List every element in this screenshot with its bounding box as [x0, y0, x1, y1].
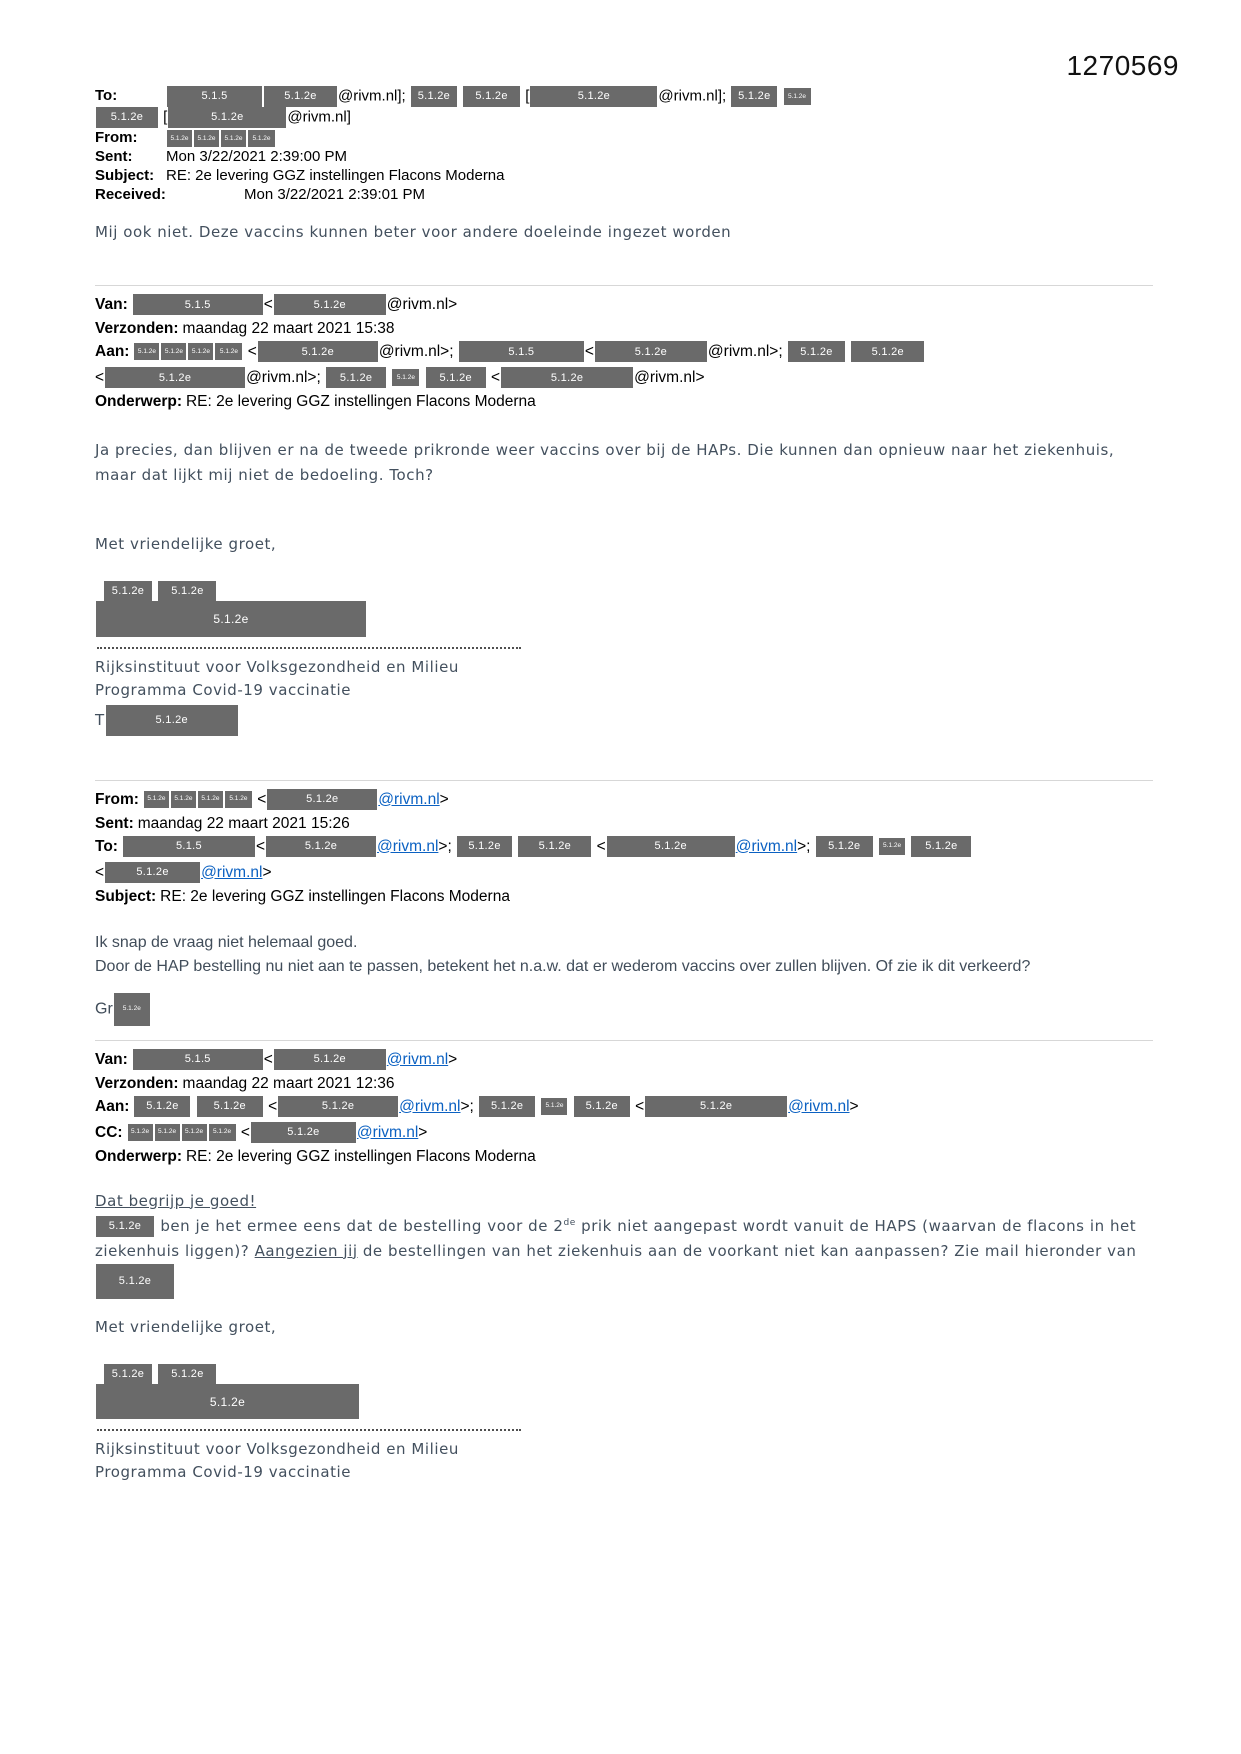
text-run: T [95, 710, 105, 729]
text-run [153, 583, 157, 600]
redaction-box: 5.1.2e [248, 130, 275, 147]
redaction-box: 5.1.2e [267, 789, 377, 810]
text-run: < [584, 343, 594, 360]
redaction-box: 5.1.2e [225, 791, 252, 808]
text-run [191, 1098, 195, 1115]
line [95, 955, 1153, 979]
text-run: RE: 2e levering GGZ instellingen Flacons Moderna [185, 393, 536, 410]
signature-name-row [103, 1364, 1153, 1385]
text-run: < [252, 790, 267, 808]
text-run: Ja precies, dan blijven er na de tweede prikronde weer vaccins over bij de HAPs. Die kunnen dan opnieuw naar het ziekenhuis, maar dat lijkt mij niet de bedoeling. Toch? [95, 441, 1120, 484]
redaction-box: 5.1.2e [530, 86, 657, 107]
text-run: @rivm.nl>; [378, 343, 458, 360]
redaction-box: 5.1.2e [188, 343, 213, 360]
redaction-box: 5.1.2e [104, 581, 152, 602]
redaction-box: 5.1.2e [209, 1124, 236, 1141]
line [95, 86, 1153, 107]
signature-program: Programma Covid-19 vaccinatie [95, 1462, 352, 1481]
email-link[interactable]: @rivm.nl [386, 1050, 449, 1068]
redaction-box: 5.1.5 [133, 1049, 263, 1070]
text-run: @rivm.nl> [386, 296, 458, 313]
text-run: < [255, 837, 266, 855]
field-label: Verzonden: [95, 1074, 179, 1092]
email-link[interactable]: @rivm.nl [788, 1097, 850, 1115]
line [95, 220, 1153, 245]
email-4-header [95, 1047, 1153, 1167]
redaction-box: 5.1.2e [731, 86, 777, 107]
redaction-box: 5.1.2e [167, 130, 192, 147]
signature-name-row [103, 581, 1153, 602]
line [95, 1189, 1153, 1214]
dotted-separator [97, 647, 521, 649]
signature-redaction-row [95, 1384, 1153, 1420]
redaction-box: 5.1.5 [459, 341, 584, 362]
email-thread [95, 86, 1153, 1484]
redaction-box: 5.1.2e [595, 341, 707, 362]
redaction-box: 5.1.2e [106, 705, 238, 736]
text-run: < [263, 1097, 278, 1115]
signature-redaction-row [95, 601, 1153, 637]
line [95, 166, 1153, 185]
line [95, 787, 1153, 813]
text-run: maandag 22 maart 2021 15:38 [182, 320, 395, 337]
field-label: Sent: [95, 814, 134, 832]
field-label: CC: [95, 1123, 123, 1141]
email-3-header [95, 787, 1153, 907]
redaction-box: 5.1.2e [541, 1098, 567, 1115]
email-4-closing: Met vriendelijke groet, [95, 1317, 277, 1336]
redaction-box: 5.1.5 [123, 836, 255, 857]
line [95, 128, 1153, 147]
text-run: < [95, 369, 105, 386]
redaction-box: 5.1.2e [168, 107, 286, 128]
redaction-box: 5.1.2e [96, 107, 158, 128]
line [95, 365, 1153, 391]
text-run: RE: 2e levering GGZ instellingen Flacons Moderna [160, 887, 510, 905]
redaction-box: 5.1.2e [96, 1216, 154, 1237]
text-run: < [263, 1050, 273, 1068]
line [95, 601, 1153, 637]
redaction-box: 5.1.5 [167, 86, 262, 107]
text-run: > [439, 790, 449, 808]
text-run [458, 87, 462, 104]
signature-org: Rijksinstituut voor Volksgezondheid en Milieu [95, 1439, 459, 1458]
redaction-box: 5.1.2e [411, 86, 457, 107]
redaction-box: 5.1.2e [144, 791, 169, 808]
doc-number: 1270569 [1066, 50, 1179, 81]
field-label: Onderwerp: [95, 393, 182, 410]
text-run: Gr [95, 1000, 113, 1018]
superscript-text: de [563, 1217, 576, 1228]
text-run [874, 838, 878, 855]
line [95, 1120, 1153, 1146]
email-link[interactable]: @rivm.nl [399, 1097, 461, 1115]
redaction-box: 5.1.2e [457, 836, 512, 857]
line [95, 339, 1153, 365]
field-label: Van: [95, 296, 128, 313]
line [95, 886, 1153, 907]
text-run [387, 369, 391, 386]
line [95, 391, 1153, 412]
email-4-body [95, 1189, 1153, 1299]
thread-divider [95, 780, 1153, 781]
redaction-box: 5.1.2e [198, 791, 223, 808]
text-run: RE: 2e levering GGZ instellingen Flacons Moderna [185, 1147, 536, 1165]
text-run [906, 838, 910, 855]
field-label: Received: [95, 186, 166, 203]
line [95, 1214, 1153, 1299]
email-2-body [95, 438, 1153, 488]
text-run: < [95, 863, 105, 881]
text-run: @rivm.nl>; [707, 343, 787, 360]
redaction-box: 5.1.5 [133, 294, 263, 315]
text-run: < [243, 343, 257, 360]
redaction-box: 5.1.2e [607, 836, 735, 857]
email-link[interactable]: @rivm.nl [356, 1123, 419, 1141]
redaction-box: 5.1.2e [194, 130, 219, 147]
redaction-box: 5.1.2e [463, 86, 520, 107]
redaction-box: 5.1.2e [96, 601, 366, 637]
redaction-box: 5.1.2e [158, 1364, 216, 1385]
text-run [536, 1098, 540, 1115]
redaction-box: 5.1.2e [274, 294, 386, 315]
redaction-box: 5.1.2e [879, 838, 905, 855]
field-label: Aan: [95, 343, 130, 360]
field-label: To: [95, 837, 118, 855]
signature-block-1 [95, 581, 1153, 736]
text-run: > [418, 1123, 428, 1141]
signature-org: Rijksinstituut voor Volksgezondheid en Milieu [95, 657, 459, 676]
field-label: Subject: [95, 887, 157, 905]
redaction-box: 5.1.2e [105, 862, 200, 883]
email-2-closing: Met vriendelijke groet, [95, 535, 277, 553]
line [95, 834, 1153, 860]
dotted-separator [97, 1429, 521, 1431]
line [95, 860, 1153, 886]
field-label: Sent: [95, 148, 133, 165]
text-run: @rivm.nl]; [658, 87, 731, 105]
text-run: > [262, 863, 272, 881]
redaction-box: 5.1.2e [134, 343, 159, 360]
redaction-box: 5.1.2e [501, 367, 633, 388]
redaction-box: 5.1.2e [158, 581, 216, 602]
redaction-box: 5.1.2e [816, 836, 873, 857]
line [95, 931, 1153, 955]
redaction-box: 5.1.2e [788, 341, 845, 362]
redaction-box: 5.1.2e [911, 836, 971, 857]
email-3-closing [95, 993, 1153, 1026]
field-label: From: [95, 129, 138, 146]
redaction-box: 5.1.2e [128, 1124, 153, 1141]
underlined-text: Aangezien jij [254, 1241, 358, 1260]
text-run: < [592, 837, 606, 855]
redaction-box: 5.1.2e [278, 1096, 398, 1117]
text-run: Mon 3/22/2021 2:39:00 PM [166, 148, 347, 165]
email-link[interactable]: @rivm.nl [735, 837, 798, 855]
redaction-box: 5.1.2e [784, 88, 811, 105]
text-run: >; [460, 1097, 479, 1115]
field-label: Van: [95, 1050, 128, 1068]
redaction-box: 5.1.2e [851, 341, 924, 362]
text-run: Door de HAP bestelling nu niet aan te passen, betekent het n.a.w. dat er wederom vaccins over zullen blijven. Of zie ik dit verkeerd? [95, 957, 1031, 975]
line [103, 581, 1153, 602]
text-run: prik niet aangepast wordt vanuit de HAPS (waarvan de flacons in het ziekenhuis liggen)? [95, 1216, 1142, 1260]
field-label: Verzonden: [95, 320, 179, 337]
thread-divider [95, 1040, 1153, 1041]
signature-phone-row [95, 704, 1153, 736]
email-1-header [95, 86, 1153, 204]
text-run: @rivm.nl]; [338, 87, 410, 105]
line [95, 107, 1153, 128]
text-run: Mon 3/22/2021 2:39:01 PM [244, 186, 425, 203]
redaction-box: 5.1.2e [105, 367, 245, 388]
text-run: Mij ook niet. Deze vaccins kunnen beter voor andere doeleinde ingezet worden [95, 223, 732, 241]
field-label: To: [95, 87, 118, 105]
redaction-box: 5.1.2e [251, 1122, 356, 1143]
email-link[interactable]: @rivm.nl [201, 863, 263, 881]
text-run: < [236, 1123, 250, 1141]
text-run: > [849, 1097, 859, 1115]
email-2-header [95, 292, 1153, 412]
line [103, 1364, 1153, 1385]
redaction-box: 5.1.2e [326, 367, 386, 388]
line [95, 1073, 1153, 1094]
field-label: Subject: [95, 167, 155, 184]
thread-divider [95, 285, 1153, 286]
text-run: ben je het ermee eens dat de bestelling voor de 2 [155, 1216, 564, 1235]
line [95, 813, 1153, 834]
redaction-box: 5.1.2e [479, 1096, 535, 1117]
email-link[interactable]: @rivm.nl [377, 837, 439, 855]
redaction-box: 5.1.2e [426, 367, 486, 388]
email-link[interactable]: @rivm.nl [378, 790, 440, 808]
field-label: Onderwerp: [95, 1147, 182, 1165]
text-run [153, 1366, 157, 1383]
email-1-body [95, 220, 1153, 245]
text-run: < [263, 296, 273, 313]
text-run: > [448, 1050, 458, 1068]
text-run: >; [438, 837, 457, 855]
line [95, 318, 1153, 339]
redaction-box: 5.1.2e [171, 791, 196, 808]
text-run: >; [797, 837, 815, 855]
redaction-box: 5.1.2e [96, 1264, 174, 1299]
redaction-box: 5.1.2e [266, 836, 376, 857]
text-run: [ [521, 87, 530, 105]
line [95, 1146, 1153, 1167]
line [95, 704, 1153, 736]
text-run [778, 87, 782, 104]
text-run: Ik snap de vraag niet helemaal goed. [95, 933, 358, 951]
line [95, 1047, 1153, 1073]
text-run [568, 1098, 572, 1115]
text-run [846, 343, 850, 360]
text-run: maandag 22 maart 2021 12:36 [182, 1074, 395, 1092]
redaction-box: 5.1.2e [182, 1124, 207, 1141]
text-run: @rivm.nl> [634, 369, 705, 386]
redaction-box: 5.1.2e [161, 343, 186, 360]
text-run: RE: 2e levering GGZ instellingen Flacons Moderna [166, 167, 505, 184]
text-run [513, 838, 517, 855]
redaction-box: 5.1.2e [221, 130, 246, 147]
line [95, 147, 1153, 166]
line [95, 1094, 1153, 1120]
redaction-box: 5.1.2e [155, 1124, 180, 1141]
redaction-box: 5.1.2e [274, 1049, 386, 1070]
redaction-box: 5.1.2e [645, 1096, 787, 1117]
redaction-box: 5.1.2e [574, 1096, 630, 1117]
text-run: < [630, 1097, 645, 1115]
text-run [420, 369, 424, 386]
redaction-box: 5.1.2e [134, 1096, 190, 1117]
line [95, 292, 1153, 318]
redaction-box: 5.1.2e [104, 1364, 152, 1385]
text-run: @rivm.nl] [287, 108, 351, 126]
text-run: maandag 22 maart 2021 15:26 [137, 814, 350, 832]
signature-block-2 [95, 1364, 1153, 1484]
signature-program: Programma Covid-19 vaccinatie [95, 680, 352, 699]
text-run: @rivm.nl>; [246, 369, 326, 386]
line [95, 1384, 1153, 1420]
line [95, 438, 1153, 488]
line [95, 185, 1153, 204]
redaction-box: 5.1.2e [96, 1384, 359, 1419]
underlined-text: Dat begrijp je goed! [95, 1191, 257, 1210]
redaction-box: 5.1.2e [114, 993, 150, 1026]
redaction-box: 5.1.2e [264, 86, 337, 107]
redaction-box: 5.1.2e [215, 343, 242, 360]
field-label: Aan: [95, 1097, 130, 1115]
redaction-box: 5.1.2e [518, 836, 591, 857]
text-run: de bestellingen van het ziekenhuis aan de voorkant niet kan aanpassen? Zie mail hieronder van [357, 1241, 1142, 1260]
text-run: < [486, 369, 501, 386]
redaction-box: 5.1.2e [197, 1096, 263, 1117]
redaction-box: 5.1.2e [258, 341, 378, 362]
redaction-box: 5.1.2e [392, 369, 419, 386]
line [95, 993, 1153, 1026]
email-3-body [95, 931, 1153, 979]
text-run: [ [159, 108, 168, 126]
field-label: From: [95, 790, 139, 808]
